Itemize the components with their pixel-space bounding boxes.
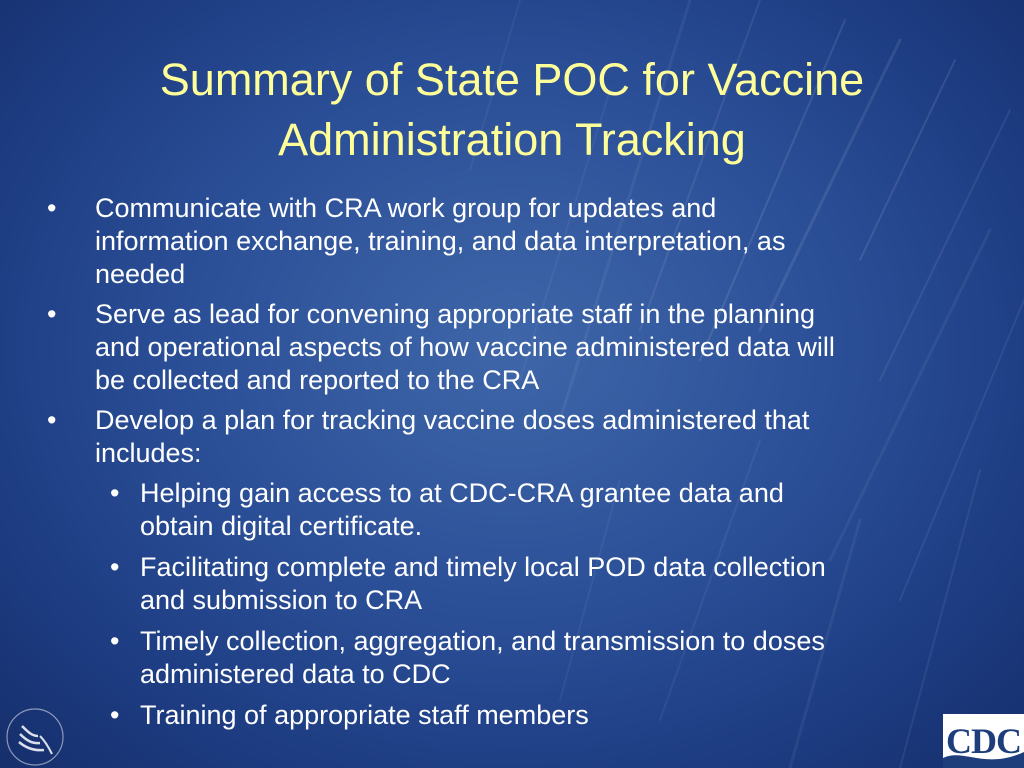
sub-bullet-item-pod-data [0,551,960,617]
bullet-item-serve-as-lead [0,298,965,397]
bullet-line: Communicate with CRA work group for updates and [95,193,717,223]
sub-bullet-line: Facilitating complete and timely local POD data collection [140,552,826,582]
slide-title [60,50,964,170]
bullet-line: Serve as lead for convening appropriate staff in the planning [95,299,815,329]
bullet-item-develop-plan [0,404,965,470]
bullet-marker: • [47,193,57,223]
bullet-line: and operational aspects of how vaccine administered data will [95,332,835,362]
title-line: Administration Tracking [278,114,746,165]
hhs-eagle-icon [4,706,66,768]
bullet-line: be collected and reported to the CRA [95,365,540,395]
bullet-item-communicate [0,192,965,291]
sub-bullet-item-timely-collection [0,625,960,691]
sub-bullet-item-training [0,699,960,732]
sub-bullet-line: Timely collection, aggregation, and transmission to doses [140,626,825,656]
sub-bullet-item-gain-access [0,477,960,543]
sub-bullet-marker: • [110,552,120,582]
sub-bullet-line: Training of appropriate staff members [140,700,589,730]
sub-bullet-marker: • [110,478,120,508]
sub-bullet-marker: • [110,626,120,656]
title-line: Summary of State POC for Vaccine [159,54,865,105]
cdc-logo [943,714,1024,768]
sub-bullet-line: obtain digital certificate. [140,511,423,541]
sub-bullet-line: Helping gain access to at CDC-CRA grantee data and [140,478,784,508]
sub-bullet-line: administered data to CDC [140,659,451,689]
cdc-logo-text: CDC [946,721,1021,761]
sub-bullet-marker: • [110,700,120,730]
bullet-line: information exchange, training, and data interpretation, as [95,226,786,256]
sub-bullet-line: and submission to CRA [140,585,423,615]
bullet-marker: • [47,405,57,435]
bullet-marker: • [47,299,57,329]
bullet-line: Develop a plan for tracking vaccine doses administered that [95,405,810,435]
bullet-line: includes: [95,438,202,468]
bullet-line: needed [95,259,186,289]
bullet-list [0,192,1000,740]
